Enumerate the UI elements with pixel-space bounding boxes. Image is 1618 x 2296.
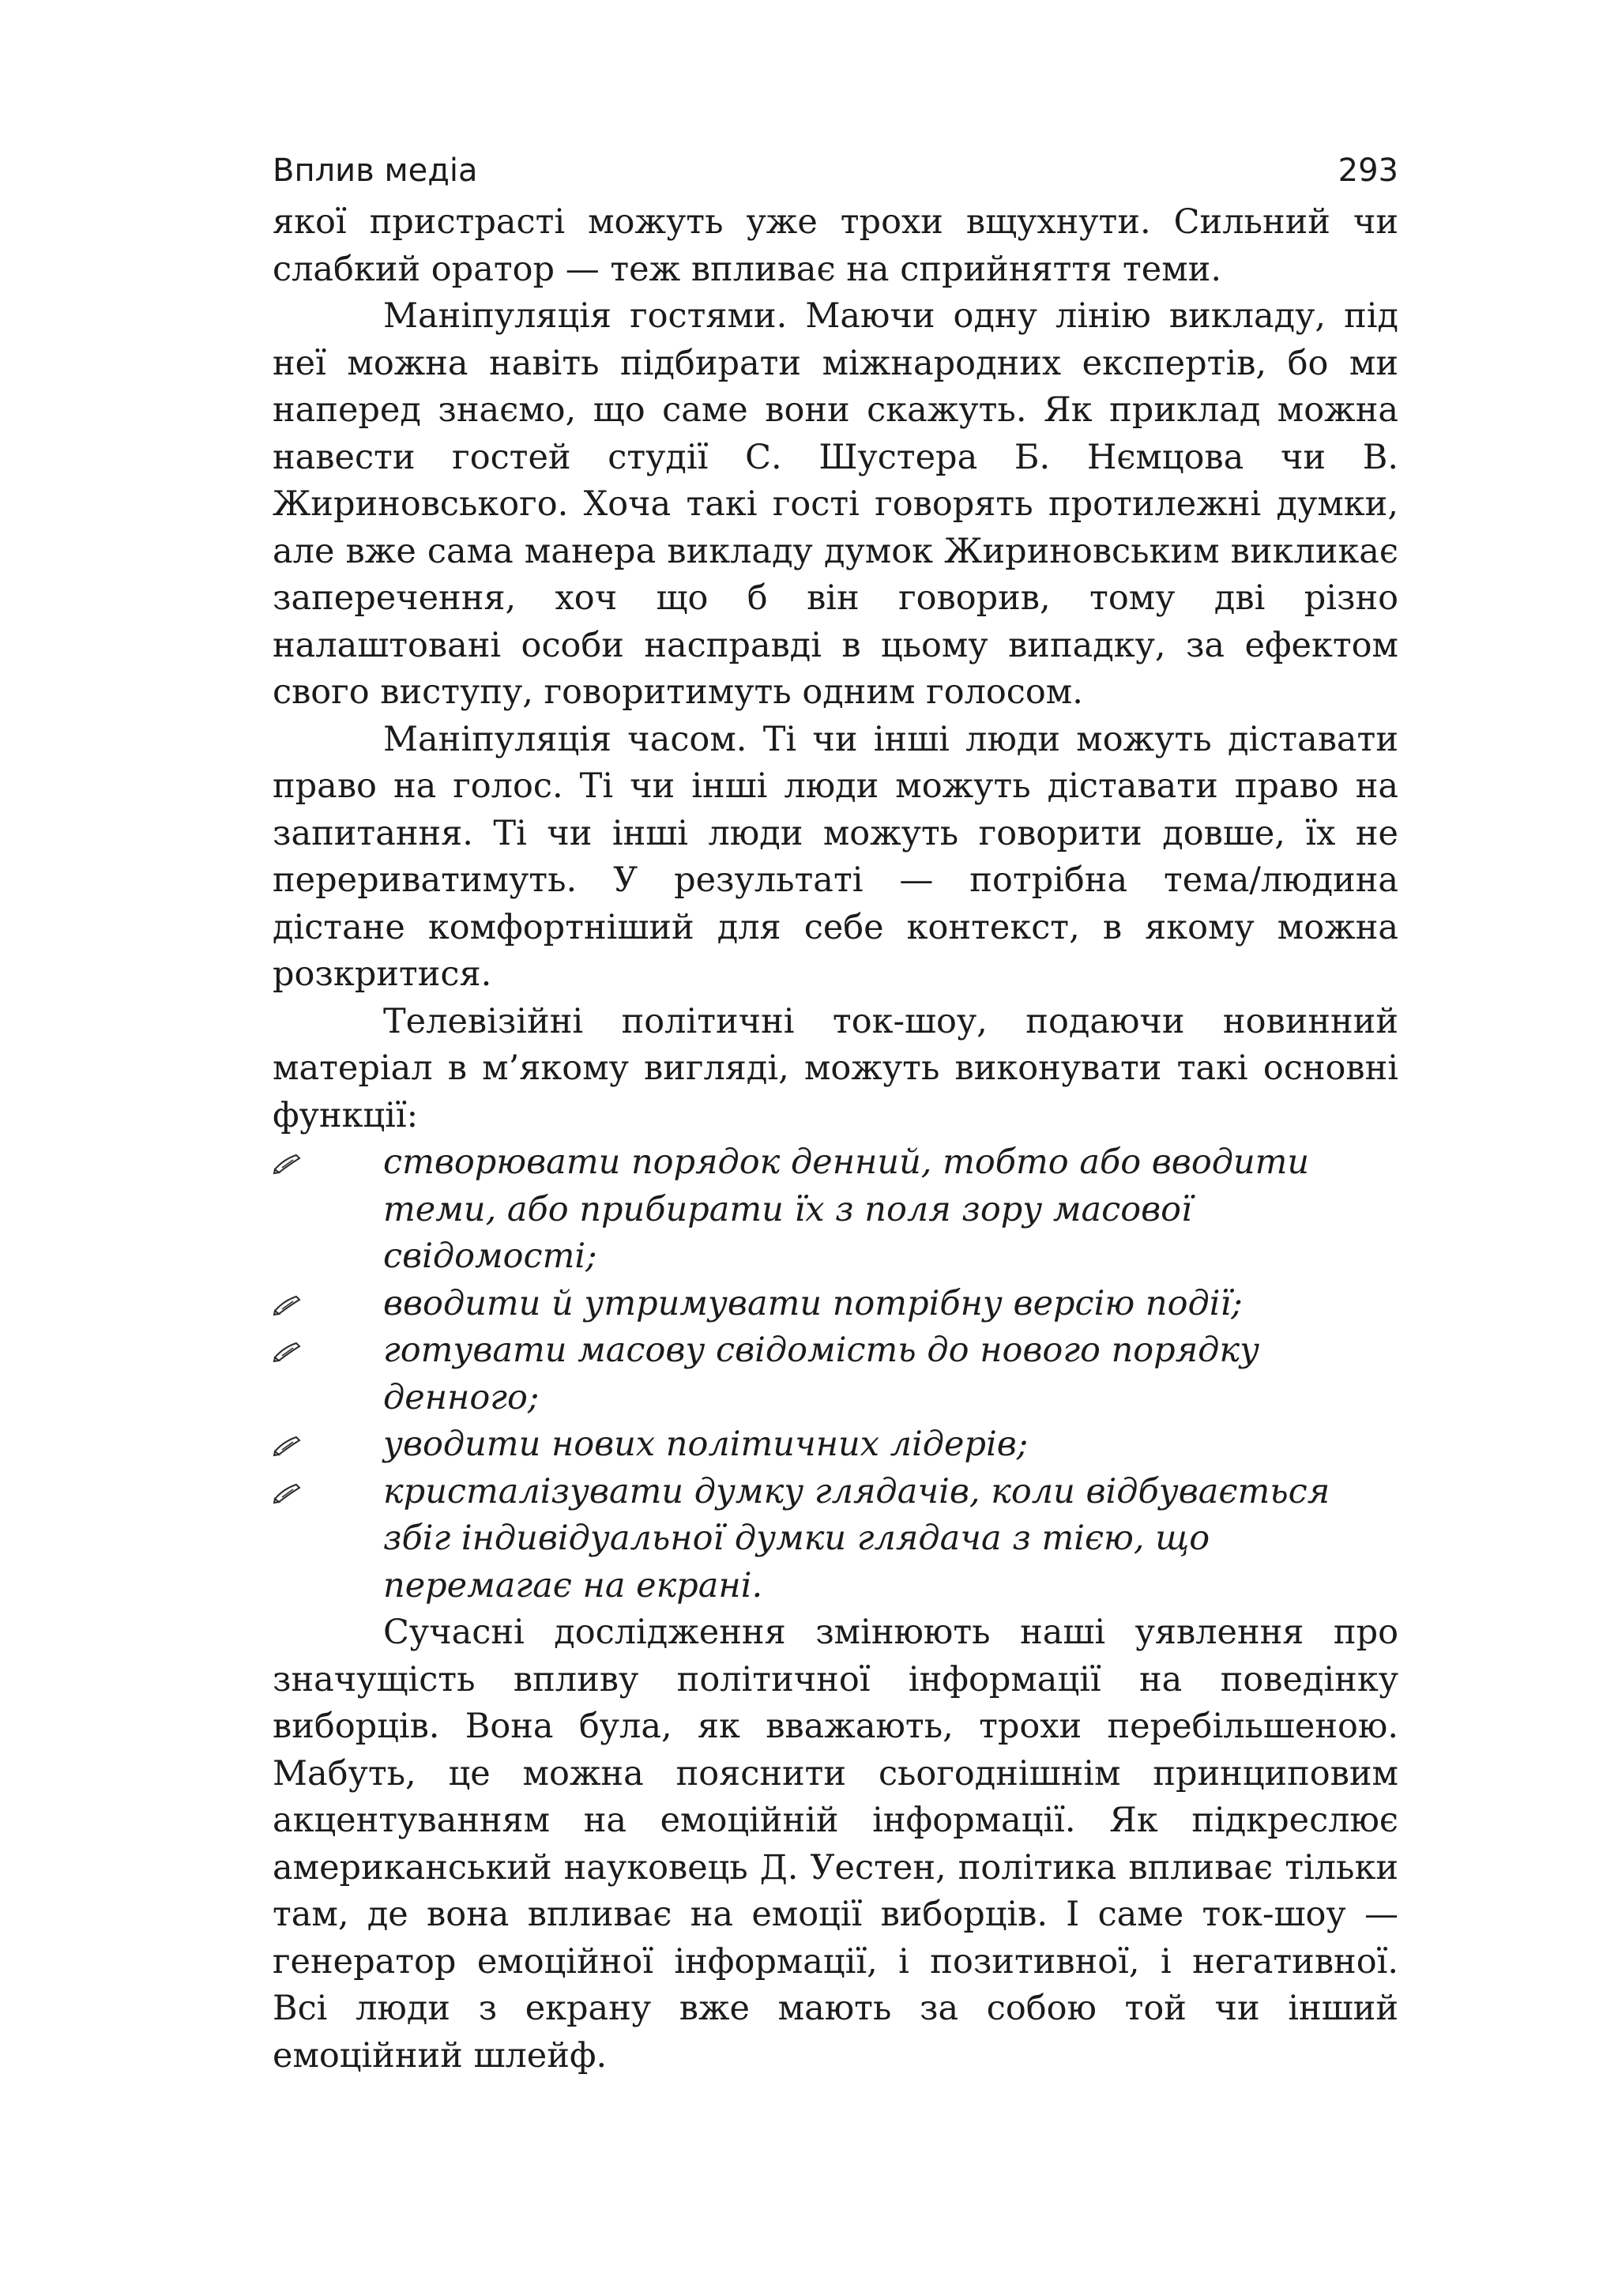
- writing-hand-icon: [273, 1421, 320, 1458]
- list-item: [273, 1139, 1398, 1281]
- list-item-text: уводити нових політичних лідерів;: [383, 1425, 1029, 1464]
- page-number: 293: [1338, 152, 1398, 189]
- writing-hand-icon: [273, 1469, 320, 1505]
- functions-list: [273, 1139, 1398, 1609]
- writing-hand-icon: [273, 1139, 320, 1176]
- writing-hand-icon: [273, 1327, 320, 1364]
- list-item-text: створювати порядок денний, тобто або вводити теми, або прибирати їх з поля зору масової свідомості;: [383, 1142, 1310, 1276]
- list-item: [273, 1327, 1398, 1421]
- body-text: [273, 199, 1398, 2080]
- list-item: [273, 1421, 1398, 1469]
- paragraph-time-manipulation: Маніпуляція часом. Ті чи інші люди можуть діставати право на голос. Ті чи інші люди можуть діставати право на запитання. Ті чи інші люди можуть говорити довше, їх не перериватимуть. У результаті — потрібна тема/людина дістане комфортніший для себе контекст, в якому можна розкритися.: [273, 719, 1398, 994]
- list-item-text: готувати масову свідомість до нового порядку денного;: [383, 1331, 1260, 1417]
- list-item: [273, 1469, 1398, 1610]
- section-title: Вплив медіа: [273, 152, 478, 189]
- paragraph-modern-research: Сучасні дослідження змінюють наші уявлення про значущість впливу політичної інформації на поведінку виборців. Вона була, як вважають, трохи перебільшеною. Мабуть, це можна пояснити сьогоднішнім принциповим акцентуванням на емоційній інформації. Як підкреслює американський науковець Д. Уестен, політика впливає тільки там, де вона впливає на емоції виборців. І саме ток-шоу — генератор емоційної інформації, і позитивної, і негативної. Всі люди з екрану вже мають за собою той чи інший емоційний шлейф.: [273, 1613, 1398, 2076]
- book-page: [273, 142, 1398, 2080]
- paragraph-talk-show-functions: Телевізійні політичні ток-шоу, подаючи новинний матеріал в м’якому вигляді, можуть виконувати такі основні функції:: [273, 1001, 1398, 1135]
- writing-hand-icon: [273, 1281, 320, 1317]
- list-item-text: вводити й утримувати потрібну версію події;: [383, 1283, 1243, 1323]
- running-header: [273, 142, 1398, 199]
- paragraph-continued: якої пристрасті можуть уже трохи вщухнути. Сильний чи слабкий оратор — теж впливає на сприйняття теми.: [273, 202, 1398, 289]
- paragraph-guests-manipulation: Маніпуляція гостями. Маючи одну лінію викладу, під неї можна навіть підбирати міжнародних експертів, бо ми наперед знаємо, що саме вони скажуть. Як приклад можна навести гостей студії С. Шустера Б. Нємцова чи В. Жириновського. Хоча такі гості говорять протилежні думки, але вже сама манера викладу думок Жириновським викликає заперечення, хоч що б він говорив, тому дві різно налаштовані особи насправді в цьому випадку, за ефектом свого виступу, говоритимуть одним голосом.: [273, 296, 1398, 712]
- list-item-text: кристалізувати думку глядачів, коли відбувається збіг індивідуальної думки глядача з тією, що перемагає на екрані.: [383, 1471, 1330, 1605]
- list-item: [273, 1281, 1398, 1328]
